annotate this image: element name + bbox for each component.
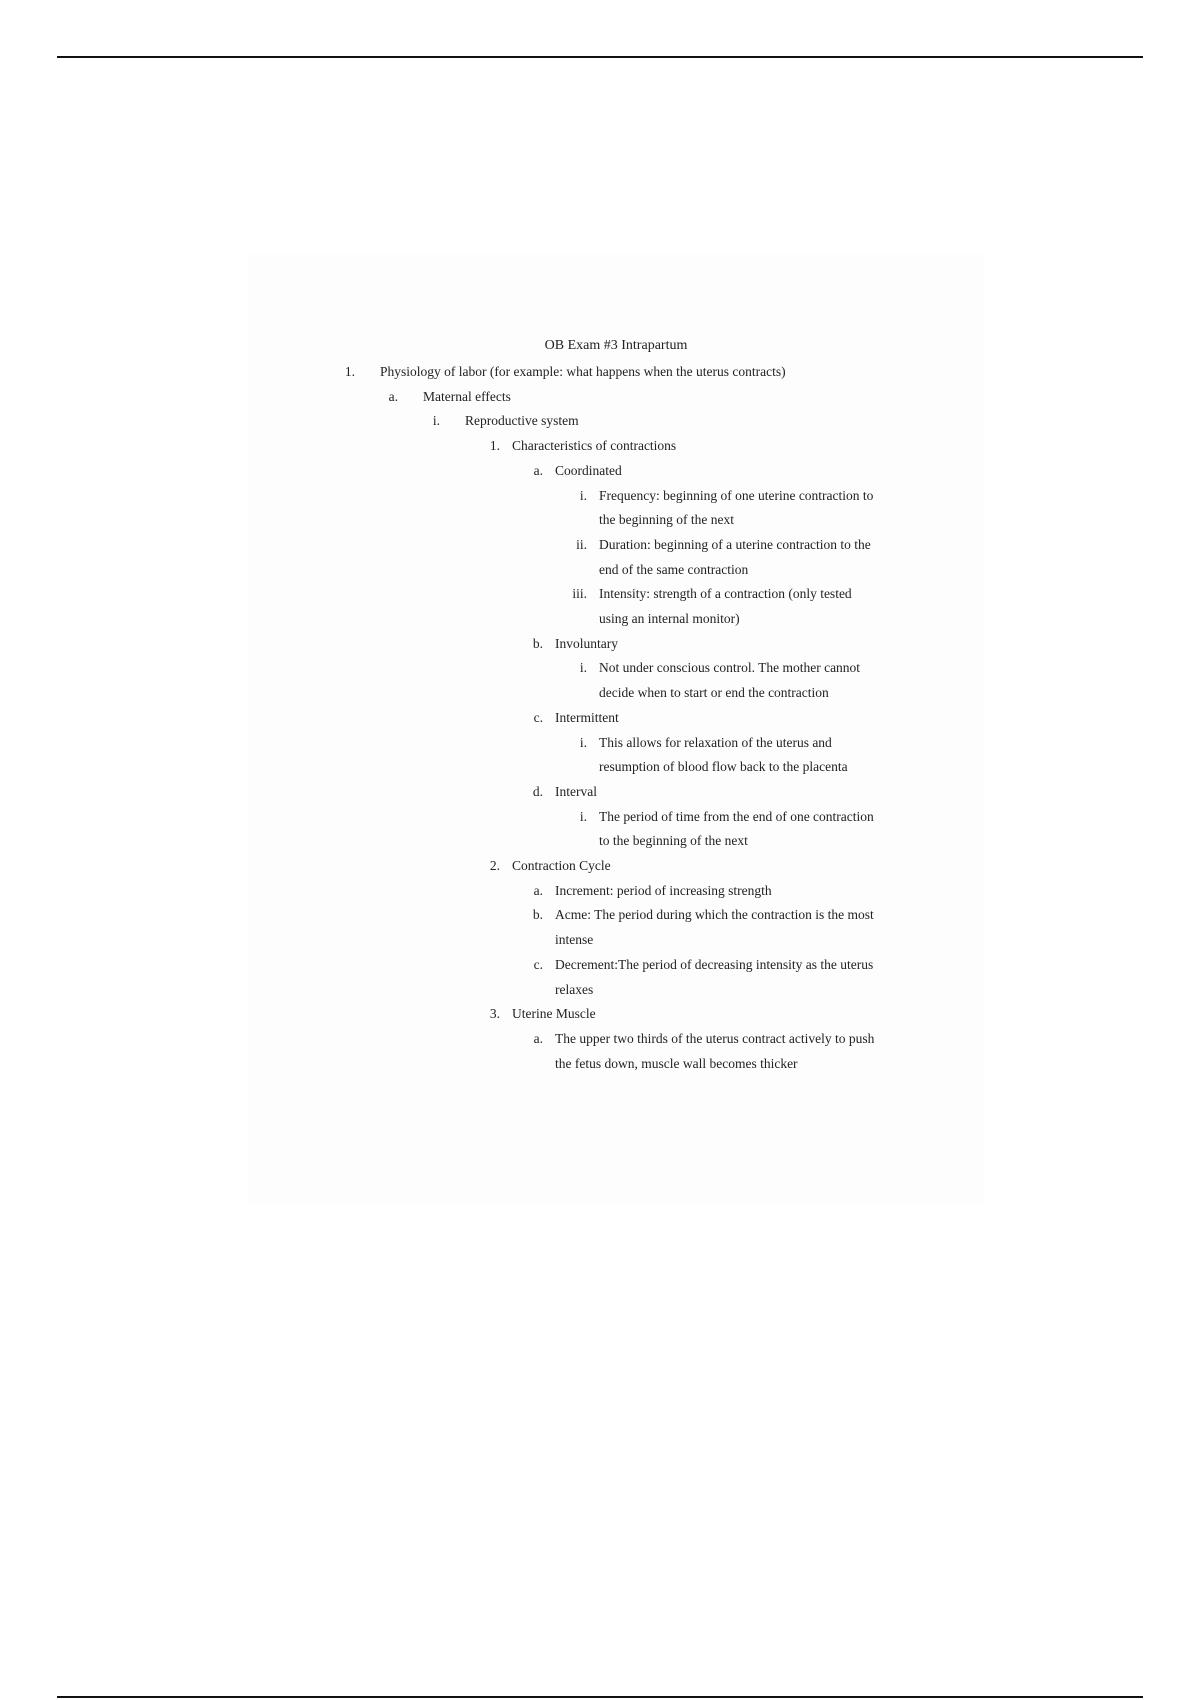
list-item-text: resumption of blood flow back to the placenta (599, 759, 848, 775)
list-item-text: Uterine Muscle (512, 1006, 596, 1022)
bottom-rule (57, 1696, 1143, 1698)
list-item-text: Duration: beginning of a uterine contraction to the (599, 536, 871, 552)
list-item-text: Reproductive system (465, 413, 579, 429)
list-item-text: Decrement:The period of decreasing intensity as the uterus (555, 956, 874, 972)
list-item-text: The period of time from the end of one contraction (599, 808, 874, 824)
list-marker: a. (533, 882, 543, 898)
list-item-text: Acme: The period during which the contraction is the most (555, 907, 874, 923)
list-item-text: Increment: period of increasing strength (555, 882, 772, 898)
list-marker: a. (533, 462, 543, 478)
list-marker: 1. (489, 438, 500, 454)
list-item-text: Interval (555, 783, 597, 799)
list-marker: c. (533, 709, 543, 725)
list-item-text: Not under conscious control. The mother cannot (599, 660, 861, 676)
list-item-text: relaxes (555, 981, 594, 997)
list-item-text: Characteristics of contractions (512, 438, 677, 454)
list-item-text: decide when to start or end the contraction (599, 685, 829, 701)
list-marker: 3. (489, 1006, 500, 1022)
list-item-text: Frequency: beginning of one uterine contraction to (599, 487, 874, 503)
list-item-text: end of the same contraction (599, 561, 749, 577)
list-marker: b. (532, 635, 543, 651)
list-marker: i. (432, 413, 440, 429)
list-item-text: using an internal monitor) (599, 611, 740, 626)
list-marker: b. (532, 907, 543, 923)
list-item-text: Intermittent (555, 709, 619, 725)
list-marker: i. (579, 734, 587, 750)
list-marker: i. (579, 660, 587, 676)
list-item-text: the fetus down, muscle wall becomes thicker (555, 1055, 798, 1071)
top-rule (57, 56, 1143, 58)
list-item-text: Involuntary (555, 635, 618, 651)
list-item-text: to the beginning of the next (599, 833, 748, 849)
list-item-text: Contraction Cycle (512, 858, 611, 873)
list-marker: a. (388, 388, 398, 404)
list-item-text: Physiology of labor (for example: what happens when the uterus contracts) (380, 364, 786, 379)
list-item-text: Maternal effects (423, 388, 511, 404)
list-marker: iii. (572, 586, 587, 602)
list-marker: i. (579, 808, 587, 824)
list-marker: ii. (576, 536, 587, 552)
list-item-text: Coordinated (555, 462, 622, 478)
list-item-text: the beginning of the next (599, 512, 734, 528)
list-marker: 1. (344, 364, 355, 379)
list-marker: 2. (489, 858, 500, 873)
list-item-text: This allows for relaxation of the uterus and (599, 734, 832, 750)
list-marker: c. (533, 956, 543, 972)
list-item-text: intense (555, 932, 594, 948)
list-item-text: The upper two thirds of the uterus contract actively to push (555, 1030, 875, 1046)
document-title: OB Exam #3 Intrapartum (544, 338, 688, 353)
list-item-text: Intensity: strength of a contraction (only tested (599, 586, 852, 602)
document-page-image (250, 255, 982, 1205)
list-marker: i. (579, 487, 587, 503)
list-marker: a. (533, 1030, 543, 1046)
list-marker: d. (532, 783, 543, 799)
